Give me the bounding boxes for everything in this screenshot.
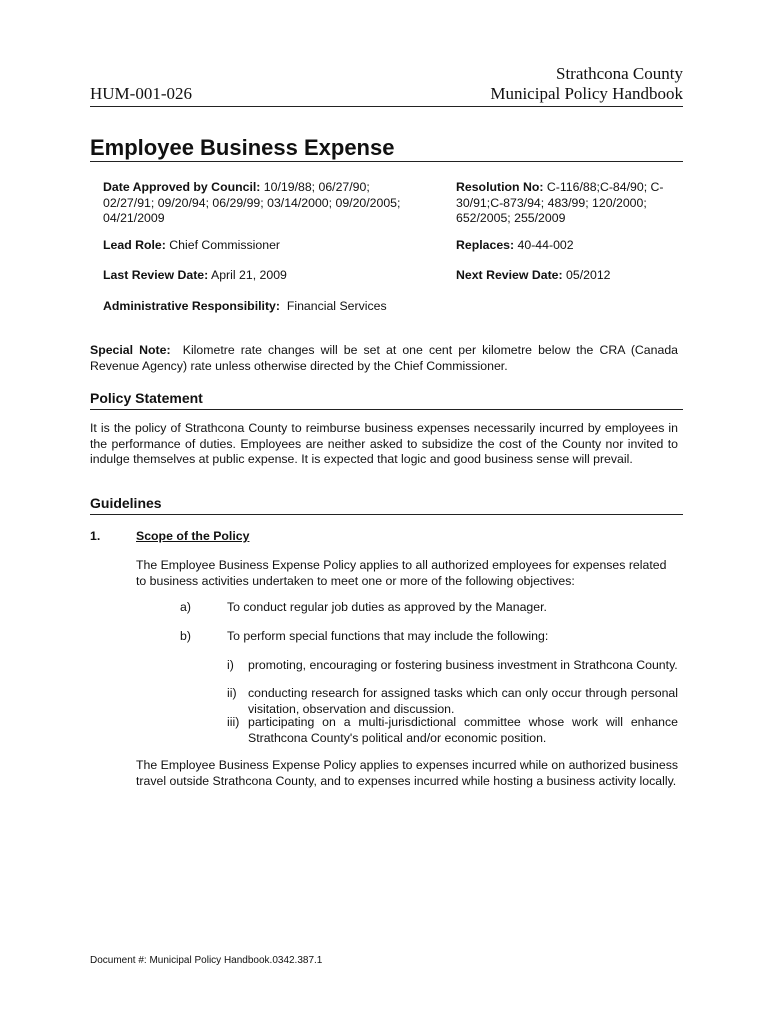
- scope-intro: The Employee Business Expense Policy applies to all authorized employees for expenses related to business activities undertaken to meet one or more of the following objectives:: [136, 558, 667, 588]
- lead-role-label: Lead Role:: [103, 238, 166, 252]
- header-rule-line: [90, 84, 683, 107]
- item-b-label: b): [180, 629, 191, 643]
- date-approved-label: Date Approved by Council:: [103, 180, 261, 194]
- sub-item-ii-text: conducting research for assigned tasks which can only occur through personal visitation, observation and discussion.: [248, 686, 678, 716]
- replaces-label: Replaces:: [456, 238, 515, 252]
- date-approved-value: 10/19/88; 06/27/90; 02/27/91; 09/20/94; 06/29/99; 03/14/2000; 09/20/2005; 04/21/2009: [103, 180, 401, 225]
- next-review-date: [456, 268, 696, 284]
- replaces: [456, 238, 696, 254]
- last-review-label: Last Review Date:: [103, 268, 209, 282]
- scope-heading: Scope of the Policy: [136, 529, 250, 543]
- next-review-value: 05/2012: [566, 268, 611, 282]
- lead-role-value: Chief Commissioner: [169, 238, 280, 252]
- item-a-label: a): [180, 600, 191, 614]
- item-a-text: To conduct regular job duties as approved by the Manager.: [227, 600, 547, 614]
- special-note: [90, 343, 678, 374]
- administrative-responsibility: [103, 299, 523, 315]
- sub-item-iii-label: iii): [227, 715, 240, 729]
- sub-item-i-label: i): [227, 658, 234, 672]
- admin-value: Financial Services: [286, 299, 387, 313]
- last-review-value: April 21, 2009: [211, 268, 287, 282]
- special-note-text: Kilometre rate changes will be set at one cent per kilometre below the CRA (Canada Revenue Agency) rate unless otherwise directed by the Chief Commissioner.: [90, 343, 678, 373]
- document-code: HUM-001-026: [90, 84, 192, 103]
- resolution-no: [456, 180, 696, 227]
- admin-label: Administrative Responsibility:: [103, 299, 280, 313]
- page-title: Employee Business Expense: [90, 134, 683, 162]
- guideline-number: 1.: [90, 529, 101, 543]
- sub-item-iii-text: participating on a multi-jurisdictional committee whose work will enhance Strathcona County's political and/or economic position.: [248, 715, 678, 745]
- guidelines-heading: Guidelines: [90, 494, 683, 515]
- document-footer: Document #: Municipal Policy Handbook.0342.387.1: [90, 955, 323, 966]
- replaces-value: 40-44-002: [517, 238, 574, 252]
- scope-closing: The Employee Business Expense Policy applies to expenses incurred while on authorized business travel outside Strathcona County, and to expenses incurred while hosting a business activity locally.: [136, 758, 678, 788]
- sub-item-ii-label: ii): [227, 686, 237, 700]
- sub-item-i-text: promoting, encouraging or fostering business investment in Strathcona County.: [248, 658, 678, 672]
- handbook-name: Municipal Policy Handbook: [490, 84, 683, 103]
- special-note-label: Special Note:: [90, 343, 171, 357]
- policy-statement-heading: Policy Statement: [90, 389, 683, 410]
- lead-role: [103, 238, 423, 254]
- resolution-label: Resolution No:: [456, 180, 544, 194]
- policy-statement-text: It is the policy of Strathcona County to reimburse business expenses necessarily incurred by employees in the performance of duties. Employees are neither asked to subsidize the cost of the County nor invited to indulge themselves at public expense. It is expected that logic and good business sense will prevail.: [90, 421, 678, 466]
- resolution-value: C-116/88;C-84/90; C-30/91;C-873/94; 483/99; 120/2000; 652/2005; 255/2009: [456, 180, 664, 225]
- next-review-label: Next Review Date:: [456, 268, 563, 282]
- last-review-date: [103, 268, 423, 284]
- organization-name: Strathcona County: [555, 64, 683, 83]
- item-b-text: To perform special functions that may include the following:: [227, 629, 549, 643]
- date-approved: [103, 180, 423, 227]
